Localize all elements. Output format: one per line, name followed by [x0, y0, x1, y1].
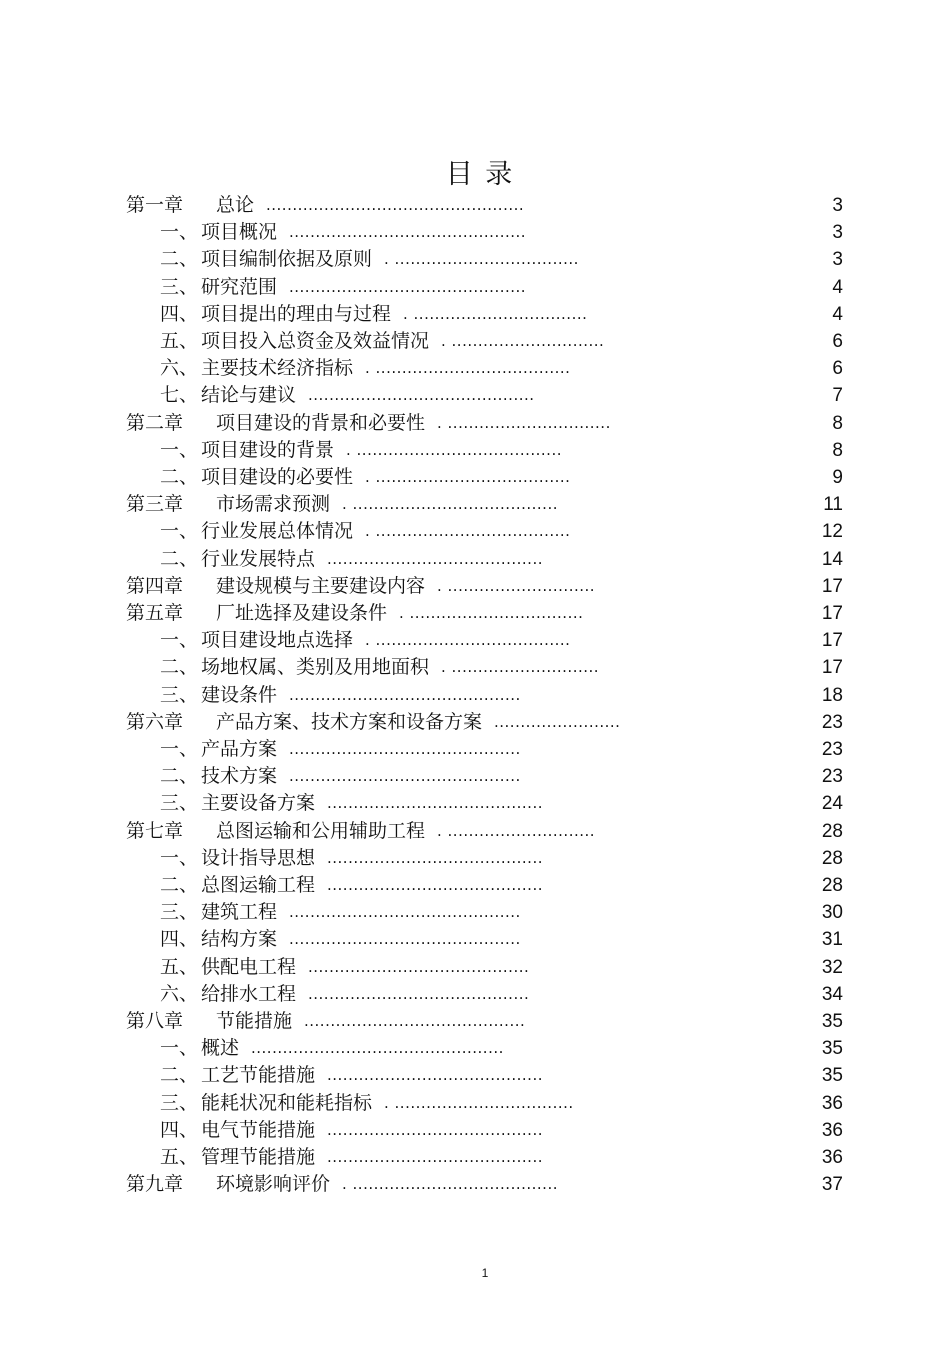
- toc-section-entry[interactable]: [0, 328, 950, 355]
- toc-page-number: 17: [821, 630, 843, 652]
- toc-entry-prefix: 一、: [160, 738, 199, 760]
- toc-chapter-entry[interactable]: [0, 1008, 950, 1035]
- toc-section-entry[interactable]: [0, 845, 950, 872]
- toc-section-entry[interactable]: [0, 274, 950, 301]
- toc-page-number: 24: [821, 793, 843, 815]
- toc-leader-dots: ..........................................: [308, 957, 530, 976]
- toc-leader-dots: . ............................: [441, 658, 600, 677]
- toc-section-entry[interactable]: [0, 682, 950, 709]
- toc-leader-dots: . .................................: [399, 604, 584, 622]
- toc-entry-title: 项目建设地点选择: [201, 629, 354, 652]
- toc-entry-title: 结论与建议: [201, 384, 297, 407]
- toc-entry-prefix: 第三章: [126, 493, 184, 516]
- toc-leader-dots: . ...................................: [384, 250, 579, 269]
- toc-entry-title: 能耗状况和能耗指标: [201, 1091, 373, 1114]
- toc-entry-prefix: 第五章: [126, 602, 184, 624]
- toc-leader-dots: .........................................: [327, 1120, 543, 1139]
- toc-entry-title: 设计指导思想: [201, 846, 316, 869]
- toc-entry-prefix: 第二章: [126, 411, 184, 434]
- toc-page-number: 23: [821, 739, 843, 760]
- toc-entry-title: 项目提出的理由与过程: [201, 302, 392, 325]
- toc-chapter-entry[interactable]: [0, 818, 950, 845]
- toc-page-number: 36: [821, 1119, 843, 1141]
- toc-entry-title: 项目投入总资金及效益情况: [201, 330, 430, 352]
- toc-section-entry[interactable]: [0, 954, 950, 981]
- toc-entry-title: 管理节能措施: [201, 1146, 316, 1168]
- toc-entry-prefix: 二、: [160, 656, 199, 679]
- toc-page-number: 28: [821, 820, 843, 842]
- toc-entry-prefix: 第一章: [126, 194, 184, 216]
- toc-entry-prefix: 三、: [160, 1091, 199, 1114]
- toc-entry-title: 结构方案: [201, 928, 278, 951]
- toc-leader-dots: ..........................................: [304, 1012, 526, 1030]
- toc-page-number: 8: [832, 412, 843, 434]
- toc-entry-prefix: 五、: [160, 955, 199, 978]
- toc-entry-title: 技术方案: [201, 765, 278, 788]
- toc-page-number: 37: [821, 1174, 843, 1196]
- toc-leader-dots: ..........................................: [308, 984, 530, 1003]
- toc-section-entry[interactable]: [0, 355, 950, 382]
- toc-entry-title: 工艺节能措施: [201, 1064, 316, 1087]
- toc-entry-prefix: 三、: [160, 275, 199, 298]
- toc-entry-title: 产品方案: [201, 738, 278, 760]
- toc-section-entry[interactable]: [0, 382, 950, 409]
- toc-entry-title: 行业发展总体情况: [201, 520, 354, 543]
- toc-page-number: 6: [832, 358, 843, 380]
- toc-section-entry[interactable]: [0, 437, 950, 464]
- toc-page-number: 3: [832, 222, 843, 244]
- toc-page-number: 28: [821, 875, 843, 896]
- toc-entry-title: 市场需求预测: [216, 493, 331, 516]
- toc-entry-title: 电气节能措施: [201, 1118, 316, 1141]
- toc-entry-title: 环境影响评价: [216, 1173, 331, 1196]
- toc-entry-prefix: 二、: [160, 248, 199, 271]
- toc-page-number: 6: [832, 331, 843, 352]
- toc-entry-prefix: 一、: [160, 221, 199, 244]
- toc-page-number: 17: [821, 603, 843, 624]
- toc-leader-dots: . ...............................: [437, 413, 611, 432]
- toc-section-entry[interactable]: [0, 654, 950, 681]
- toc-leader-dots: . .....................................: [365, 359, 571, 378]
- toc-page-number: 36: [821, 1092, 843, 1114]
- toc-entry-prefix: 一、: [160, 1037, 199, 1060]
- toc-chapter-entry[interactable]: [0, 709, 950, 736]
- toc-leader-dots: . .....................................: [365, 468, 571, 486]
- toc-leader-dots: .................................................: [266, 196, 525, 214]
- toc-leader-dots: ............................................: [289, 740, 521, 758]
- toc-title: 目 录: [445, 159, 515, 190]
- toc-leader-dots: .........................................: [327, 794, 543, 813]
- toc-entry-prefix: 二、: [160, 874, 199, 896]
- toc-entry-title: 总图运输工程: [201, 874, 316, 896]
- toc-page-number: 4: [832, 276, 843, 298]
- toc-entry-title: 节能措施: [216, 1010, 293, 1032]
- toc-page-number: 3: [832, 249, 843, 271]
- toc-page-number: 30: [821, 902, 843, 924]
- toc-entry-prefix: 七、: [160, 384, 199, 407]
- toc-leader-dots: ........................: [494, 712, 621, 731]
- toc-leader-dots: ............................................: [289, 903, 521, 922]
- toc-section-entry[interactable]: [0, 546, 950, 573]
- toc-page-number: 17: [821, 575, 843, 597]
- toc-entry-prefix: 二、: [160, 765, 199, 788]
- toc-leader-dots: . .................................: [403, 304, 588, 323]
- toc-section-entry[interactable]: [0, 1090, 950, 1117]
- toc-entry-prefix: 一、: [160, 520, 199, 543]
- toc-leader-dots: ............................................: [289, 767, 521, 786]
- toc-leader-dots: .............................................: [289, 223, 527, 242]
- toc-leader-dots: . .......................................: [342, 1175, 558, 1194]
- toc-chapter-entry[interactable]: [0, 1171, 950, 1198]
- toc-page-number: 32: [821, 956, 843, 978]
- toc-entry-title: 场地权属、类别及用地面积: [201, 656, 430, 679]
- toc-page-number: 12: [821, 521, 843, 543]
- toc-chapter-entry[interactable]: [0, 573, 950, 600]
- toc-entry-title: 项目概况: [201, 221, 278, 244]
- toc-page-number: 11: [823, 494, 843, 516]
- toc-section-entry[interactable]: [0, 872, 950, 899]
- toc-leader-dots: .............................................: [289, 277, 527, 296]
- toc-leader-dots: ............................................: [289, 930, 521, 949]
- toc-section-entry[interactable]: [0, 1062, 950, 1089]
- toc-entry-prefix: 第六章: [126, 710, 184, 733]
- toc-leader-dots: .........................................: [327, 848, 543, 867]
- toc-page-number: 35: [821, 1011, 843, 1032]
- toc-section-entry[interactable]: [0, 926, 950, 953]
- toc-entry-prefix: 三、: [160, 683, 199, 706]
- toc-entry-prefix: 二、: [160, 466, 199, 488]
- toc-leader-dots: .........................................: [327, 1148, 543, 1166]
- toc-leader-dots: . .............................: [441, 332, 605, 350]
- toc-entry-prefix: 五、: [160, 1146, 199, 1168]
- toc-page-number: 7: [832, 385, 843, 407]
- toc-page-number: 35: [821, 1065, 843, 1087]
- toc-entry-title: 总图运输和公用辅助工程: [216, 819, 426, 842]
- toc-entry-prefix: 二、: [160, 547, 199, 570]
- toc-chapter-entry[interactable]: [0, 192, 950, 219]
- toc-entry-prefix: 一、: [160, 629, 199, 652]
- toc-page-number: 3: [832, 195, 843, 216]
- toc-leader-dots: .........................................: [327, 876, 543, 894]
- toc-entry-prefix: 四、: [160, 302, 199, 325]
- toc-leader-dots: . .....................................: [365, 522, 571, 541]
- toc-entry-title: 厂址选择及建设条件: [216, 602, 388, 624]
- toc-entry-prefix: 一、: [160, 438, 199, 461]
- toc-page-number: 34: [821, 983, 843, 1005]
- toc-section-entry[interactable]: [0, 790, 950, 817]
- toc-entry-prefix: 一、: [160, 846, 199, 869]
- toc-leader-dots: . .......................................: [346, 440, 562, 459]
- toc-entry-title: 项目编制依据及原则: [201, 248, 373, 271]
- toc-section-entry[interactable]: [0, 899, 950, 926]
- toc-entry-prefix: 第八章: [126, 1010, 184, 1032]
- toc-entry-prefix: 六、: [160, 357, 199, 380]
- toc-section-entry[interactable]: [0, 736, 950, 763]
- toc-leader-dots: . ............................: [437, 576, 596, 595]
- toc-section-entry[interactable]: [0, 763, 950, 790]
- toc-leader-dots: . .....................................: [365, 631, 571, 650]
- toc-section-entry[interactable]: [0, 1035, 950, 1062]
- toc-entry-title: 研究范围: [201, 275, 278, 298]
- toc-entry-title: 主要设备方案: [201, 792, 316, 815]
- toc-leader-dots: . .......................................: [342, 495, 558, 514]
- toc-entry-prefix: 第九章: [126, 1173, 184, 1196]
- toc-entry-title: 建设条件: [201, 683, 278, 706]
- toc-entry-title: 建筑工程: [201, 901, 278, 924]
- page-number: 1: [481, 1266, 489, 1280]
- toc-section-entry[interactable]: [0, 981, 950, 1008]
- toc-page-number: 8: [832, 439, 843, 461]
- toc-entry-title: 概述: [201, 1037, 240, 1060]
- toc-section-entry[interactable]: [0, 1117, 950, 1144]
- toc-entry-title: 给排水工程: [201, 982, 297, 1005]
- toc-page-number: 18: [821, 684, 843, 706]
- toc-entry-prefix: 四、: [160, 1118, 199, 1141]
- toc-chapter-entry[interactable]: [0, 600, 950, 627]
- toc-chapter-entry[interactable]: [0, 491, 950, 518]
- toc-entry-prefix: 六、: [160, 982, 199, 1005]
- toc-entry-title: 项目建设的背景: [201, 438, 335, 461]
- toc-leader-dots: . ............................: [437, 821, 596, 840]
- toc-section-entry[interactable]: [0, 464, 950, 491]
- toc-entry-prefix: 五、: [160, 330, 199, 352]
- toc-leader-dots: .........................................: [327, 1066, 543, 1085]
- toc-page-number: 35: [821, 1038, 843, 1060]
- toc-section-entry[interactable]: [0, 301, 950, 328]
- toc-entry-title: 行业发展特点: [201, 547, 316, 570]
- toc-entry-prefix: 第七章: [126, 819, 184, 842]
- toc-leader-dots: ............................................: [289, 685, 521, 704]
- toc-entry-prefix: 三、: [160, 901, 199, 924]
- toc-page-number: 36: [821, 1147, 843, 1168]
- toc-page-number: 14: [821, 548, 843, 570]
- toc-page-number: 31: [821, 929, 843, 951]
- toc-entry-prefix: 三、: [160, 792, 199, 815]
- toc-entry-title: 产品方案、技术方案和设备方案: [216, 710, 483, 733]
- toc-section-entry[interactable]: [0, 1144, 950, 1171]
- toc-page-number: 9: [832, 467, 843, 488]
- toc-entry-prefix: 二、: [160, 1064, 199, 1087]
- toc-leader-dots: .........................................: [327, 549, 543, 568]
- toc-leader-dots: ................................................: [251, 1039, 504, 1058]
- toc-page-number: 4: [832, 303, 843, 325]
- toc-section-entry[interactable]: [0, 518, 950, 545]
- toc-entry-prefix: 第四章: [126, 574, 184, 597]
- toc-section-entry[interactable]: [0, 627, 950, 654]
- toc-chapter-entry[interactable]: [0, 410, 950, 437]
- toc-leader-dots: ...........................................: [308, 386, 535, 405]
- toc-entry-title: 主要技术经济指标: [201, 357, 354, 380]
- toc-section-entry[interactable]: [0, 246, 950, 273]
- toc-page-number: 23: [821, 766, 843, 788]
- toc-entry-title: 总论: [216, 194, 255, 216]
- toc-entry-prefix: 四、: [160, 928, 199, 951]
- toc-entry-title: 供配电工程: [201, 955, 297, 978]
- toc-entry-title: 项目建设的必要性: [201, 466, 354, 488]
- toc-leader-dots: . ..................................: [384, 1093, 574, 1112]
- toc-page-number: 17: [821, 657, 843, 679]
- toc-page-number: 23: [821, 711, 843, 733]
- toc-page-number: 28: [821, 847, 843, 869]
- toc-entry-title: 建设规模与主要建设内容: [216, 574, 426, 597]
- toc-entry-title: 项目建设的背景和必要性: [216, 411, 426, 434]
- toc-section-entry[interactable]: [0, 219, 950, 246]
